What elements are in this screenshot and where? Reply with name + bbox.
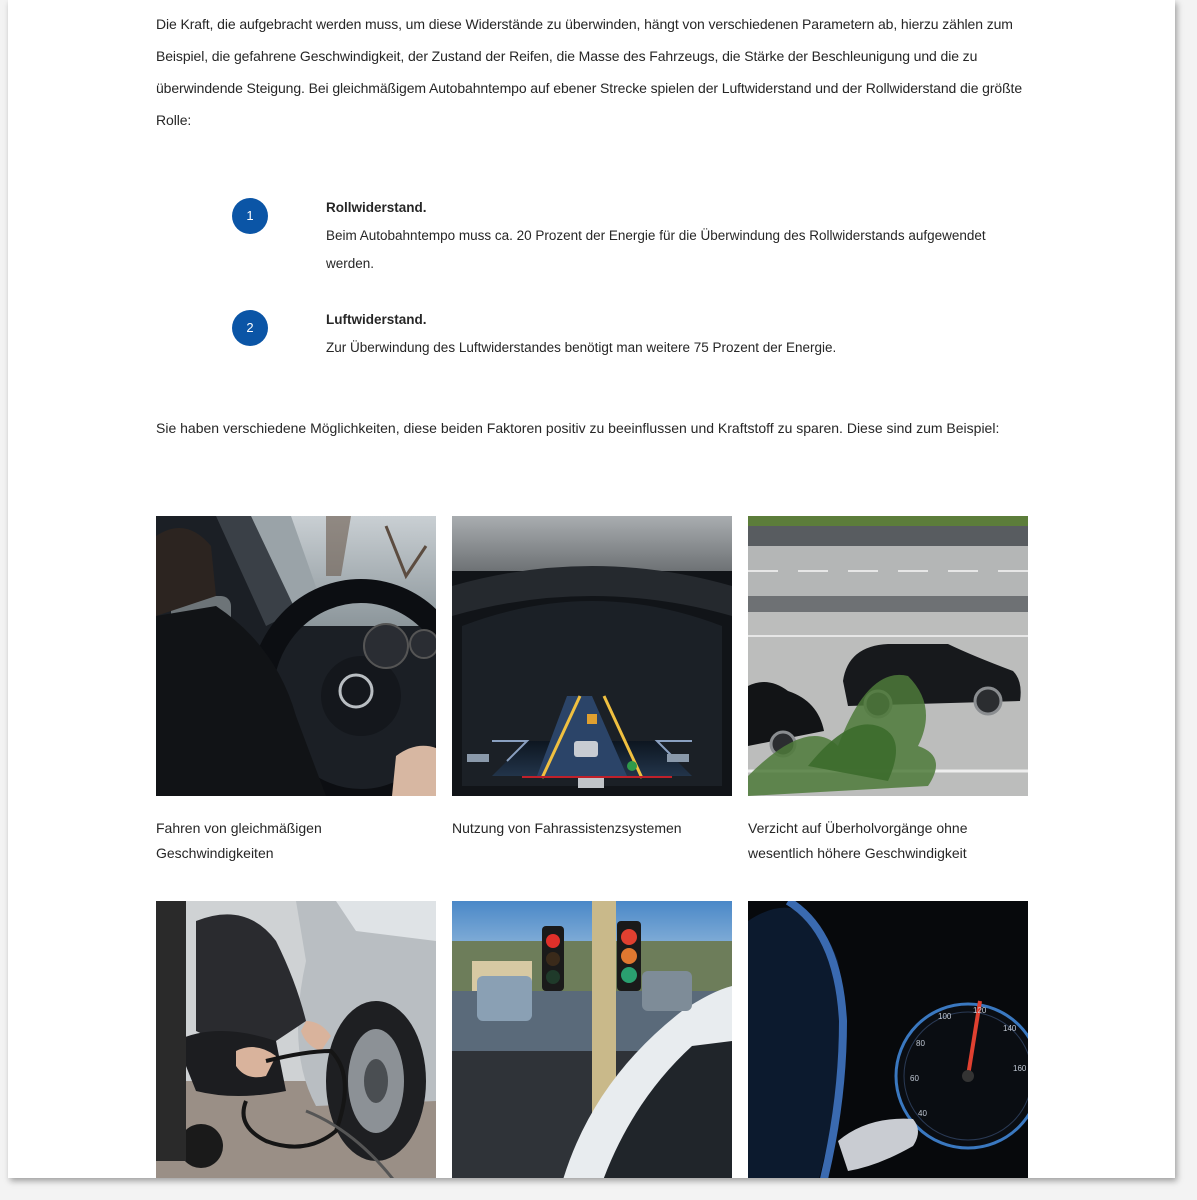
step-number-badge: 1 bbox=[232, 198, 268, 234]
step-title: Rollwiderstand. bbox=[326, 200, 427, 215]
traffic-lights-photo bbox=[452, 901, 732, 1178]
article-page bbox=[8, 0, 1175, 1178]
options-paragraph: Sie haben verschiedene Möglichkeiten, diese beiden Faktoren positiv zu beeinflussen und Kraftstoff zu sparen. Diese sind zum Beispiel: bbox=[156, 420, 1000, 436]
driver-steering-wheel-photo bbox=[156, 516, 436, 796]
numbered-list bbox=[232, 194, 1036, 366]
tip-card bbox=[452, 901, 732, 1178]
step-title: Luftwiderstand. bbox=[326, 312, 427, 327]
digital-cockpit-assistant-photo bbox=[452, 516, 732, 796]
tip-card bbox=[156, 516, 436, 901]
tip-card bbox=[156, 901, 436, 1178]
tips-image-grid bbox=[156, 516, 1028, 1178]
article-content bbox=[156, 0, 1036, 444]
svg-text:120: 120 bbox=[973, 1006, 987, 1015]
tip-caption: Fahren von gleichmäßigen Geschwindigkeiten bbox=[156, 820, 322, 861]
step-text: Beim Autobahntempo muss ca. 20 Prozent der Energie für die Überwindung des Rollwiderstands aufgewendet werden. bbox=[326, 228, 986, 271]
intro-paragraph: Die Kraft, die aufgebracht werden muss, um diese Widerstände zu überwinden, hängt von verschiedenen Parametern ab, hierzu zählen zum Beispiel, die gefahrene Geschwindigkeit, der Zustand der Reifen, die Masse des Fahrzeugs, die Stärke der Beschleunigung und die zu überwindende Steigung. Bei gleichmäßigem Autobahntempo auf ebener Strecke spielen der Luftwiderstand und der Rollwiderstand die größte Rolle: bbox=[156, 16, 1023, 128]
tip-caption: Verzicht auf Überholvorgänge ohne wesentlich höhere Geschwindigkeit bbox=[748, 820, 968, 861]
speedometer-photo bbox=[748, 901, 1028, 1178]
tire-pressure-check-photo bbox=[156, 901, 436, 1178]
tip-card bbox=[748, 901, 1028, 1178]
list-item bbox=[232, 306, 1036, 366]
svg-text:100: 100 bbox=[938, 1012, 952, 1021]
svg-text:80: 80 bbox=[916, 1039, 925, 1048]
tip-caption: Nutzung von Fahrassistenzsystemen bbox=[452, 820, 682, 836]
svg-text:40: 40 bbox=[918, 1109, 927, 1118]
svg-text:60: 60 bbox=[910, 1074, 919, 1083]
svg-text:140: 140 bbox=[1003, 1024, 1017, 1033]
step-number-badge: 2 bbox=[232, 310, 268, 346]
cars-overtaking-photo bbox=[748, 516, 1028, 796]
tip-card bbox=[748, 516, 1028, 901]
step-text: Zur Überwindung des Luftwiderstandes benötigt man weitere 75 Prozent der Energie. bbox=[326, 340, 837, 355]
tip-card bbox=[452, 516, 732, 901]
svg-text:160: 160 bbox=[1013, 1064, 1027, 1073]
list-item bbox=[232, 194, 1036, 278]
